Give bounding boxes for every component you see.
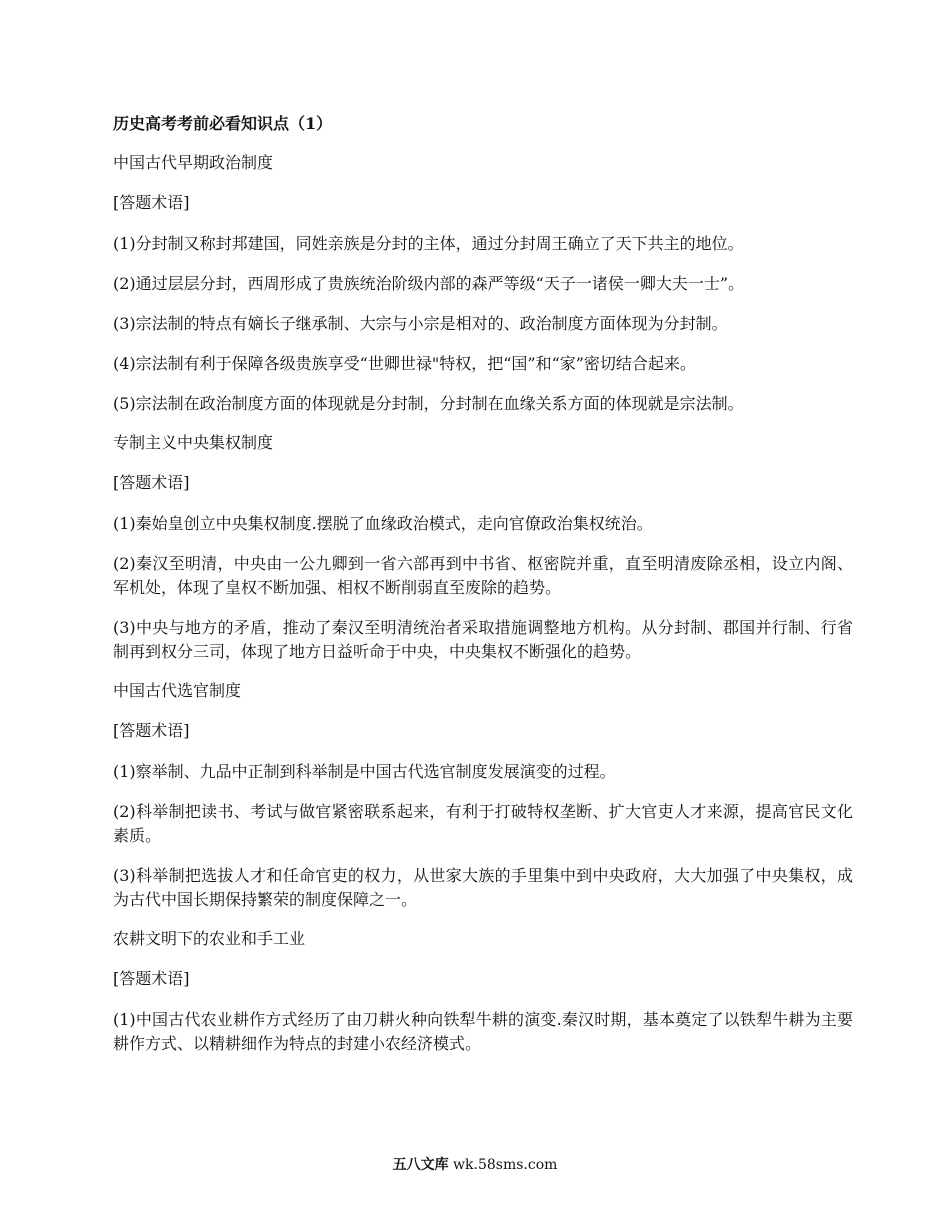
document-page [113, 113, 853, 1072]
list-item: (1)分封制又称封邦建国，同姓亲族是分封的主体，通过分封周王确立了天下共主的地位。 [113, 234, 744, 253]
list-item: (2)科举制把读书、考试与做官紧密联系起来，有利于打破特权垄断、扩大官吏人才来源，提高官民文化素质。 [113, 802, 853, 845]
answer-terms-label: [答题术语] [113, 473, 190, 492]
list-item: (3)科举制把选拔人才和任命官吏的权力，从世家大族的手里集中到中央政府，大大加强了中央集权，成为古代中国长期保持繁荣的制度保障之一。 [113, 866, 853, 909]
list-item: (1)察举制、九品中正制到科举制是中国古代选官制度发展演变的过程。 [113, 762, 616, 781]
list-item: (4)宗法制有利于保障各级贵族享受“世卿世禄"特权，把“国”和“家”密切结合起来。 [113, 354, 696, 373]
footer-brand: 五八文库 [392, 1157, 449, 1173]
footer-site: wk.58sms.com [453, 1157, 558, 1173]
document-title: 历史高考考前必看知识点（1） [113, 114, 333, 133]
answer-terms-label: [答题术语] [113, 193, 190, 212]
section-heading: 中国古代早期政治制度 [113, 153, 274, 172]
section-heading: 专制主义中央集权制度 [113, 433, 274, 452]
list-item: (1)秦始皇创立中央集权制度.摆脱了血缘政治模式，走向官僚政治集权统治。 [113, 514, 653, 533]
list-item: (3)中央与地方的矛盾，推动了秦汉至明清统治者采取措施调整地方机构。从分封制、郡国并行制、行省制再到权分三司，体现了地方日益听命于中央，中央集权不断强化的趋势。 [113, 618, 853, 661]
list-item: (2)通过层层分封，西周形成了贵族统治阶级内部的森严等级“天子一诸侯一卿大夫一士”。 [113, 274, 745, 293]
section-official-selection [113, 680, 853, 912]
page-footer [0, 1156, 950, 1174]
list-item: (5)宗法制在政治制度方面的体现就是分封制，分封制在血缘关系方面的体现就是宗法制。 [113, 394, 744, 413]
section-early-politics [113, 152, 853, 416]
list-item: (2)秦汉至明清，中央由一公九卿到一省六部再到中书省、枢密院并重，直至明清废除丞相，设立内阁、军机处，体现了皇权不断加强、相权不断削弱直至废除的趋势。 [113, 554, 853, 597]
answer-terms-label: [答题术语] [113, 969, 190, 988]
list-item: (1)中国古代农业耕作方式经历了由刀耕火种向铁犁牛耕的演变.秦汉时期，基本奠定了以铁犁牛耕为主要耕作方式、以精耕细作为特点的封建小农经济模式。 [113, 1010, 853, 1053]
answer-terms-label: [答题术语] [113, 721, 190, 740]
section-agriculture [113, 928, 853, 1056]
section-centralization [113, 432, 853, 664]
section-heading: 中国古代选官制度 [113, 681, 242, 700]
list-item: (3)宗法制的特点有嫡长子继承制、大宗与小宗是相对的、政治制度方面体现为分封制。 [113, 314, 728, 333]
section-heading: 农耕文明下的农业和手工业 [113, 929, 306, 948]
